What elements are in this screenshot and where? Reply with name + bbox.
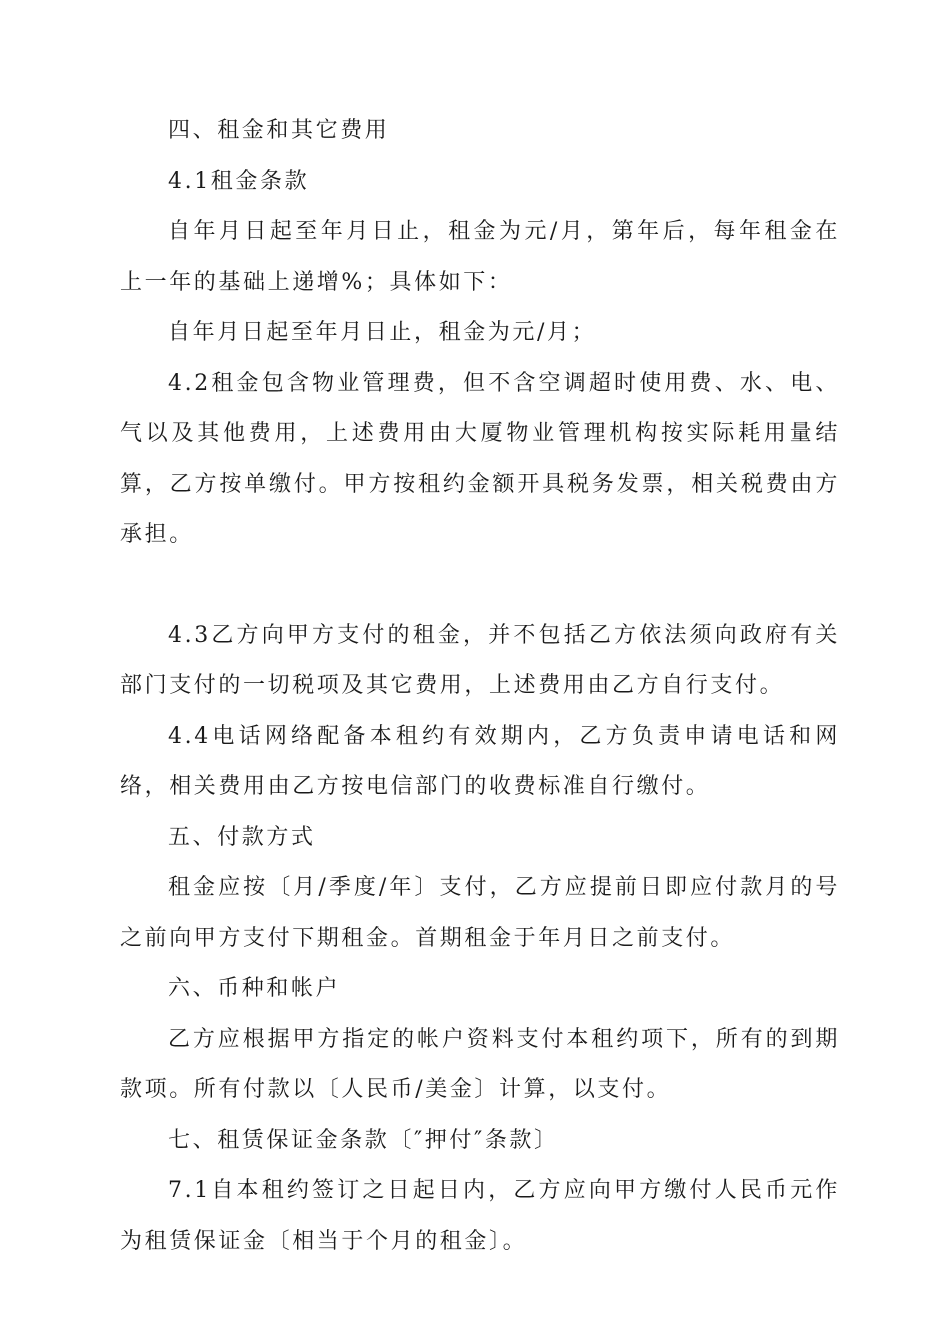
- section-heading-rent-fees: 四、租金和其它费用: [168, 118, 390, 143]
- section-heading-deposit: 七、租赁保证金条款〔″押付″条款〕: [168, 1127, 559, 1153]
- clause-7-1: 7.1自本租约签订之日起日内，乙方应向甲方缴付人民币元作为租赁保证金〔相当于个月的租金〕。: [120, 1178, 840, 1254]
- section-heading-currency: 六、币种和帐户: [168, 976, 341, 1001]
- currency-text: 乙方应根据甲方指定的帐户资料支付本租约项下，所有的到期款项。所有付款以〔人民币/美金〕计算，以支付。: [120, 1026, 840, 1102]
- clause-4-4: 4.4电话网络配备本租约有效期内，乙方负责申请电话和网络，相关费用由乙方按电信部门的收费标准自行缴付。: [120, 723, 840, 799]
- clause-4-1-detail: 自年月日起至年月日止，租金为元/月；: [168, 320, 597, 345]
- clause-4-1-text: 自年月日起至年月日止，租金为元/月，第年后，每年租金在上一年的基础上递增%；具体如下：: [120, 219, 840, 295]
- clause-4-1-heading: 4.1租金条款: [168, 168, 310, 194]
- payment-text: 租金应按〔月/季度/年〕支付，乙方应提前日即应付款月的号之前向甲方支付下期租金。首期租金于年月日之前支付。: [120, 875, 840, 951]
- section-heading-payment: 五、付款方式: [168, 824, 316, 850]
- document-body: [120, 106, 840, 1267]
- clause-4-2: 4.2租金包含物业管理费，但不含空调超时使用费、水、电、气以及其他费用，上述费用由大厦物业管理机构按实际耗用量结算，乙方按单缴付。甲方按租约金额开具税务发票，相关税费由方承担。: [120, 370, 840, 547]
- paragraph-gap: [120, 561, 840, 611]
- clause-4-3: 4.3乙方向甲方支付的租金，并不包括乙方依法须向政府有关部门支付的一切税项及其它费用，上述费用由乙方自行支付。: [120, 622, 840, 698]
